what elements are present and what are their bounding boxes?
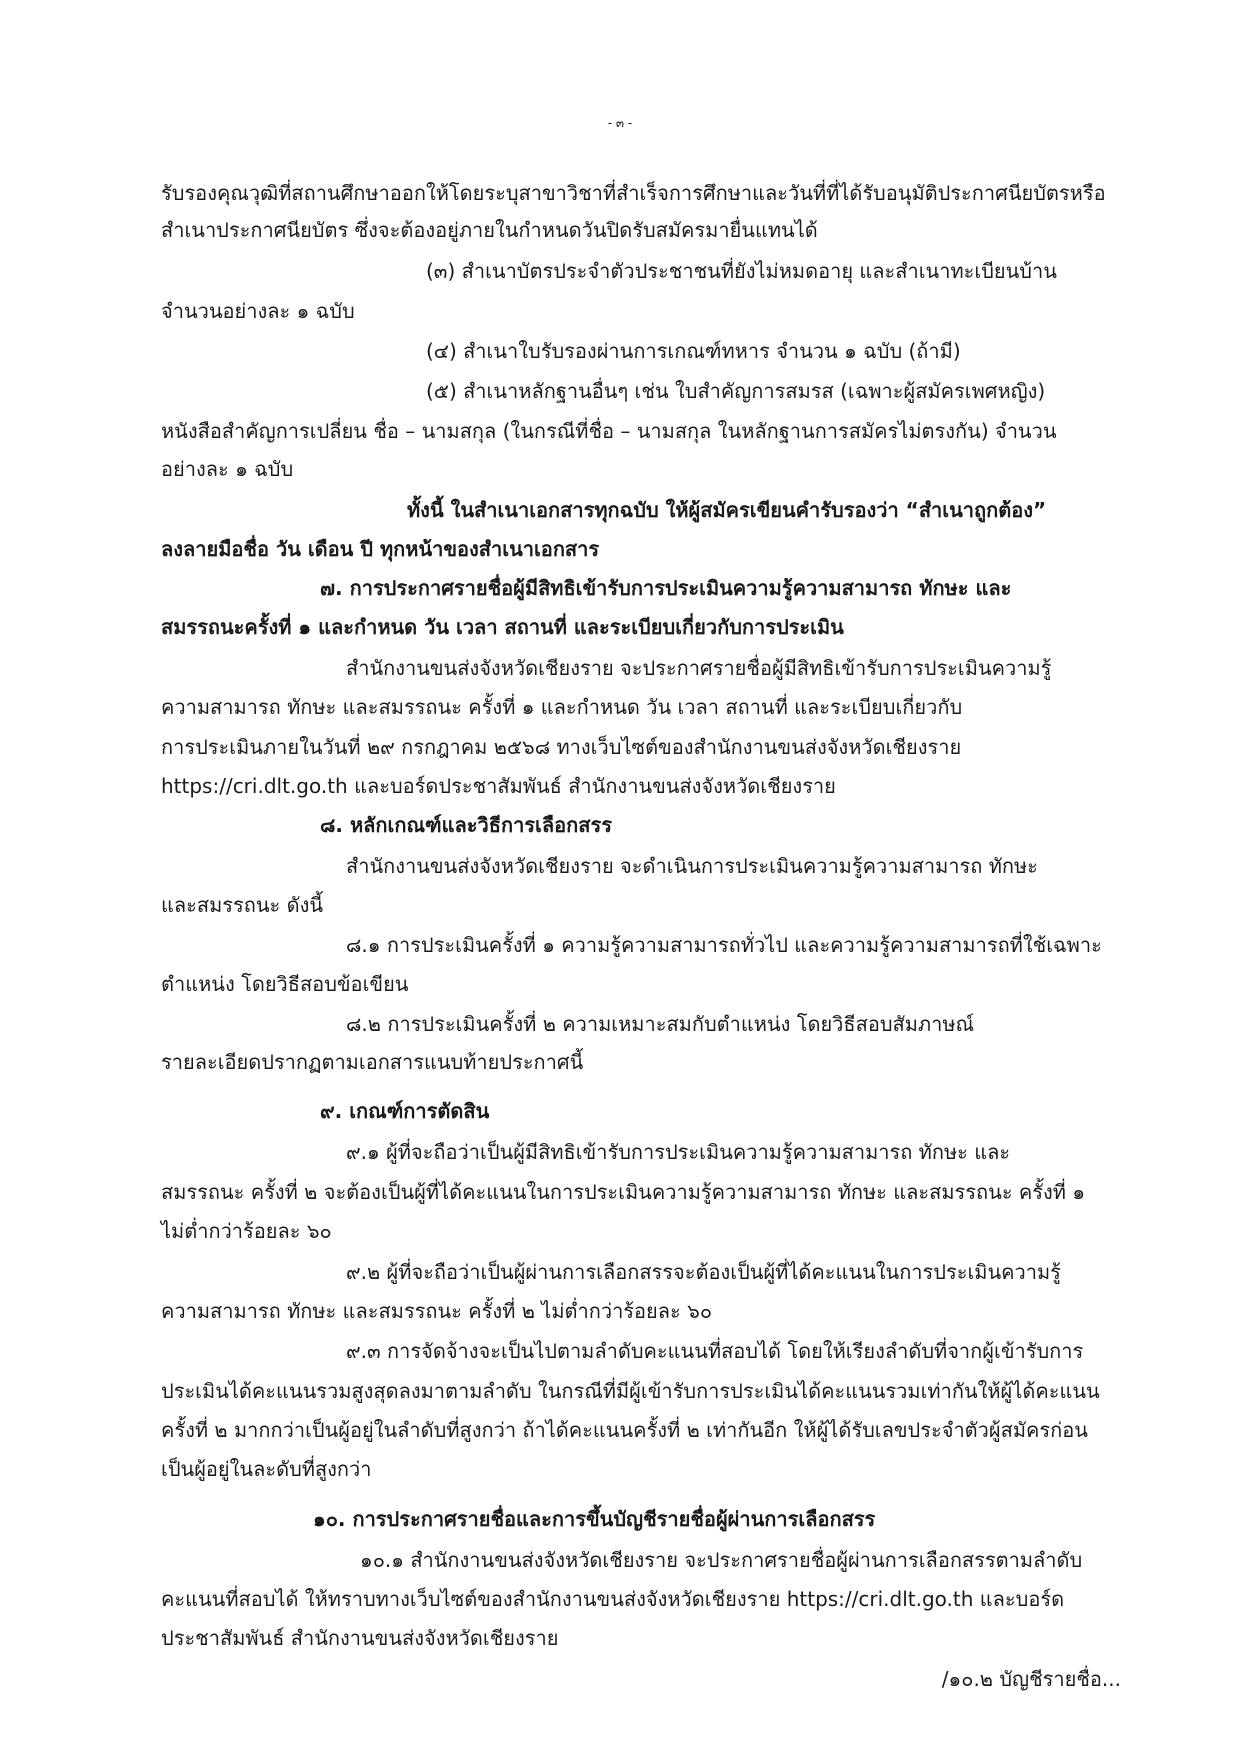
paragraph-line: สำเนาประกาศนียบัตร ซึ่งจะต้องอยู่ภายในกำหนดวันปิดรับสมัครมายื่นแทนได้ [161, 218, 818, 242]
paragraph-line: ประชาสัมพันธ์ สำนักงานขนส่งจังหวัดเชียงราย [161, 1626, 559, 1650]
paragraph-line: คะแนนที่สอบได้ ให้ทราบทางเว็บไซต์ของสำนักงานขนส่งจังหวัดเชียงราย https://cri.dlt.go.th และบอร์ด [161, 1587, 1065, 1611]
paragraph-line: ความสามารถ ทักษะ และสมรรถนะ ครั้งที่ ๑ และกำหนด วัน เวลา สถานที่ และระเบียบเกี่ยวกับ [161, 695, 963, 719]
list-item-line: (๕) สำเนาหลักฐานอื่นๆ เช่น ใบสำคัญการสมรส (เฉพาะผู้สมัครเพศหญิง) [426, 379, 1046, 403]
paragraph-line: สมรรถนะ ครั้งที่ ๒ จะต้องเป็นผู้ที่ได้คะแนนในการประเมินความรู้ความสามารถ ทักษะ และสมรรถนะ ครั้งที่ ๑ [161, 1180, 1086, 1204]
paragraph-line: https://cri.dlt.go.th และบอร์ดประชาสัมพันธ์ สำนักงานขนส่งจังหวัดเชียงราย [161, 774, 836, 798]
paragraph-line: สำนักงานขนส่งจังหวัดเชียงราย จะดำเนินการประเมินความรู้ความสามารถ ทักษะ [346, 854, 1038, 878]
list-item-line: (๔) สำเนาใบรับรองผ่านการเกณฑ์ทหาร จำนวน ๑ ฉบับ (ถ้ามี) [426, 339, 961, 363]
emphasis-line: ลงลายมือชื่อ วัน เดือน ปี ทุกหน้าของสำเนาเอกสาร [161, 537, 600, 561]
paragraph-line: การประเมินภายในวันที่ ๒๙ กรกฎาคม ๒๕๖๘ ทางเว็บไซต์ของสำนักงานขนส่งจังหวัดเชียงราย [161, 735, 962, 759]
section-heading: ๗. การประกาศรายชื่อผู้มีสิทธิเข้ารับการประเมินความรู้ความสามารถ ทักษะ และ [320, 576, 1012, 600]
paragraph-line: รับรองคุณวุฒิที่สถานศึกษาออกให้โดยระบุสาขาวิชาที่สำเร็จการศึกษาและวันที่ที่ได้รับอนุมัติประกาศนียบัตรหรือ [161, 181, 1106, 205]
list-item-line: ๙.๒ ผู้ที่จะถือว่าเป็นผู้ผ่านการเลือกสรรจะต้องเป็นผู้ที่ได้คะแนนในการประเมินความรู้ [346, 1260, 1061, 1284]
paragraph-line: ไม่ต่ำกว่าร้อยละ ๖๐ [161, 1219, 332, 1243]
section-heading: ๙. เกณฑ์การตัดสิน [320, 1099, 490, 1123]
paragraph-line: ครั้งที่ ๒ มากกว่าเป็นผู้อยู่ในลำดับที่สูงกว่า ถ้าได้คะแนนครั้งที่ ๒ เท่ากันอีก ให้ผู้ได้รับเลขประจำตัวผู้สมัครก่อน [161, 1418, 1088, 1442]
paragraph-line: เป็นผู้อยู่ในละดับที่สูงกว่า [161, 1457, 372, 1481]
paragraph-line: รายละเอียดปรากฏตามเอกสารแนบท้ายประกาศนี้ [161, 1050, 584, 1074]
list-item-line: ๘.๒ การประเมินครั้งที่ ๒ ความเหมาะสมกับตำแหน่ง โดยวิธีสอบสัมภาษณ์ [346, 1012, 975, 1036]
section-heading: สมรรถนะครั้งที่ ๑ และกำหนด วัน เวลา สถานที่ และระเบียบเกี่ยวกับการประเมิน [161, 615, 844, 639]
list-item-line: ๘.๑ การประเมินครั้งที่ ๑ ความรู้ความสามารถทั่วไป และความรู้ความสามารถที่ใช้เฉพาะ [346, 933, 1102, 957]
paragraph-line: อย่างละ ๑ ฉบับ [161, 457, 294, 481]
list-item-line: (๓) สำเนาบัตรประจำตัวประชาชนที่ยังไม่หมดอายุ และสำเนาทะเบียนบ้าน [426, 259, 1057, 283]
paragraph-line: จำนวนอย่างละ ๑ ฉบับ [161, 299, 355, 323]
list-item-line: ๑๐.๑ สำนักงานขนส่งจังหวัดเชียงราย จะประกาศรายชื่อผู้ผ่านการเลือกสรรตามลำดับ [360, 1548, 1083, 1572]
paragraph-line: สำนักงานขนส่งจังหวัดเชียงราย จะประกาศรายชื่อผู้มีสิทธิเข้ารับการประเมินความรู้ [346, 656, 1052, 680]
paragraph-line: ตำแหน่ง โดยวิธีสอบข้อเขียน [161, 972, 409, 996]
paragraph-line: ความสามารถ ทักษะ และสมรรถนะ ครั้งที่ ๒ ไม่ต่ำกว่าร้อยละ ๖๐ [161, 1299, 713, 1323]
paragraph-line: หนังสือสำคัญการเปลี่ยน ชื่อ – นามสกุล (ในกรณีที่ชื่อ – นามสกุล ในหลักฐานการสมัครไม่ตรงกัน) จำนวน [161, 419, 1057, 443]
list-item-line: ๙.๑ ผู้ที่จะถือว่าเป็นผู้มีสิทธิเข้ารับการประเมินความรู้ความสามารถ ทักษะ และ [346, 1140, 1011, 1164]
emphasis-line: ทั้งนี้ ในสำเนาเอกสารทุกฉบับ ให้ผู้สมัครเขียนคำรับรองว่า “สำเนาถูกต้อง” [407, 498, 1047, 522]
list-item-line: ๙.๓ การจัดจ้างจะเป็นไปตามลำดับคะแนนที่สอบได้ โดยให้เรียงลำดับที่จากผู้เข้ารับการ [346, 1339, 1084, 1363]
section-heading: ๑๐. การประกาศรายชื่อและการขึ้นบัญชีรายชื่อผู้ผ่านการเลือกสรร [313, 1507, 876, 1531]
paragraph-line: และสมรรถนะ ดังนี้ [161, 893, 324, 917]
page-number: - ๓ - [607, 116, 633, 130]
continuation-note: /๑๐.๒ บัญชีรายชื่อ... [941, 1667, 1121, 1691]
section-heading: ๘. หลักเกณฑ์และวิธีการเลือกสรร [320, 813, 612, 837]
paragraph-line: ประเมินได้คะแนนรวมสูงสุดลงมาตามลำดับ ในกรณีที่มีผู้เข้ารับการประเมินได้คะแนนรวมเท่ากันให้ผู้ได้คะแนน [161, 1379, 1100, 1403]
